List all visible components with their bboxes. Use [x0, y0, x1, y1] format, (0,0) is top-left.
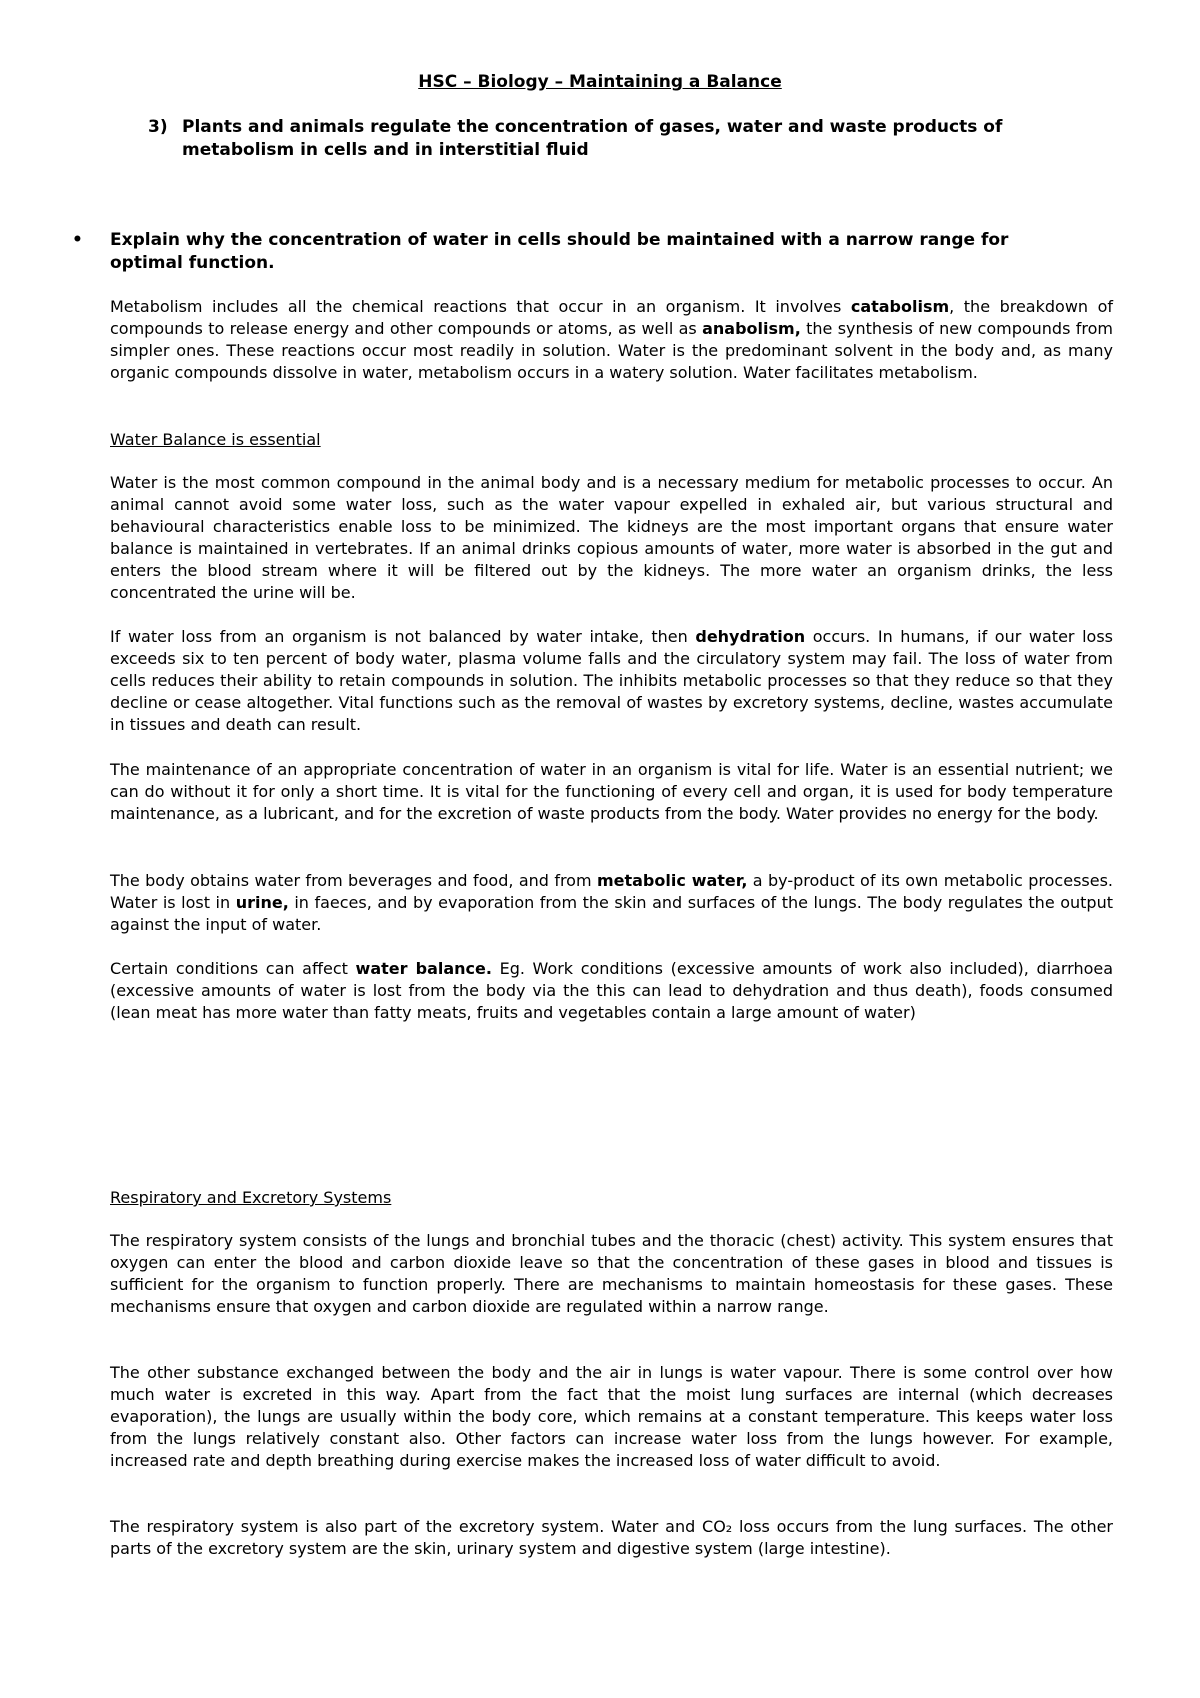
bullet-icon: • — [72, 230, 83, 250]
paragraph-water-common: Water is the most common compound in the animal body and is a necessary medium for metabolic processes to occur. An animal cannot avoid some water loss, such as the water vapour expelled in exhaled air, but various structural and behavioural characteristics enable loss to be minimized. The kidneys are the most important organs that ensure water balance is maintained in vertebrates. If an animal drinks copious amounts of water, more water is absorbed in the gut and enters the blood stream where it will be filtered out by the kidneys. The more water an organism drinks, the less concentrated the urine will be. — [110, 473, 1113, 602]
paragraph-text: occurs. In humans, if our water loss exceeds six to ten percent of body water, plasma volume falls and the circulatory system may fail. The loss of water from cells reduces their ability to retain compounds in solution. The inhibits metabolic processes so that they reduce so that they decline or cease altogether. Vital functions such as the removal of wastes by excretory systems, decline, wastes accumulate in tissues and death can result. — [110, 627, 1114, 734]
paragraph-water-vapour: The other substance exchanged between the body and the air in lungs is water vapour. There is some control over how much water is excreted in this way. Apart from the fact that the moist lung surfaces are internal (which decreases evaporation), the lungs are usually within the body core, which remains at a constant temperature. This keeps water loss from the lungs relatively constant also. Other factors can increase water loss from the lungs however. For example, increased rate and depth breathing during exercise makes the increased loss of water difficult to avoid. — [110, 1363, 1113, 1470]
paragraph-text: The body obtains water from beverages and food, and from — [110, 871, 597, 890]
paragraph-text: Certain conditions can affect — [110, 959, 356, 978]
subheading-respiratory: Respiratory and Excretory Systems — [110, 1188, 392, 1207]
paragraph-water-sources — [110, 870, 1113, 936]
paragraph-text: , the breakdown of compounds to release energy and other compounds or atoms, as well as — [110, 297, 1113, 338]
paragraph-text: a by-product of its own metabolic processes. Water is lost in — [110, 871, 1114, 912]
bold-term-catabolism: catabolism — [850, 297, 950, 316]
section-heading-text: Plants and animals regulate the concentration of gases, water and waste products of metabolism in cells and in interstitial fluid — [182, 117, 1003, 160]
bullet-heading-text: Explain why the concentration of water in cells should be maintained with a narrow range for optimal function. — [110, 230, 1009, 273]
paragraph-dehydration — [110, 626, 1113, 736]
paragraph-excretory: The respiratory system is also part of the excretory system. Water and CO₂ loss occurs from the lung surfaces. The other parts of the excretory system are the skin, urinary system and digestive system (large intestine). — [110, 1517, 1113, 1558]
bold-term-anabolism: anabolism, — [702, 319, 801, 338]
section-number: 3) — [148, 117, 168, 137]
bold-term-dehydration: dehydration — [695, 627, 806, 646]
paragraph-text: the synthesis of new compounds from simpler ones. These reactions occur most readily in solution. Water is the predominant solvent in the body and, as many organic compounds dissolve in water, metabolism occurs in a watery solution. Water facilitates metabolism. — [110, 319, 1113, 382]
document-title: HSC – Biology – Maintaining a Balance — [418, 72, 782, 92]
paragraph-respiratory-system: The respiratory system consists of the lungs and bronchial tubes and the thoracic (chest) activity. This system ensures that oxygen can enter the blood and carbon dioxide leave so that the concentration of these gases in blood and tissues is sufficient for the organism to function properly. There are mechanisms to maintain homeostasis for these gases. These mechanisms ensure that oxygen and carbon dioxide are regulated within a narrow range. — [110, 1231, 1113, 1316]
paragraph-text: If water loss from an organism is not balanced by water intake, then — [110, 627, 696, 646]
paragraph-text: Eg. Work conditions (excessive amounts of work also included), diarrhoea (excessive amounts of water is lost from the body via the this can lead to dehydration and thus death), foods consumed (lean meat has more water than fatty meats, fruits and vegetables contain a large amount of water) — [110, 959, 1114, 1022]
paragraph-maintenance: The maintenance of an appropriate concentration of water in an organism is vital for life. Water is an essential nutrient; we can do without it for only a short time. It is vital for the functioning of every cell and organ, it is used for body temperature maintenance, as a lubricant, and for the excretion of waste products from the body. Water provides no energy for the body. — [110, 760, 1113, 823]
bold-term-urine: urine, — [235, 893, 289, 912]
subheading-water-balance: Water Balance is essential — [110, 430, 321, 449]
section-heading — [148, 116, 1078, 162]
paragraph-metabolism — [110, 296, 1113, 384]
bold-term-water-balance: water balance. — [355, 959, 492, 978]
bullet-heading — [72, 229, 1080, 275]
paragraph-conditions — [110, 958, 1113, 1024]
paragraph-text: in faeces, and by evaporation from the skin and surfaces of the lungs. The body regulates the output against the input of water. — [110, 893, 1113, 934]
paragraph-text: Metabolism includes all the chemical reactions that occur in an organism. It involves — [110, 297, 851, 316]
bold-term-metabolic-water: metabolic water, — [596, 871, 748, 890]
